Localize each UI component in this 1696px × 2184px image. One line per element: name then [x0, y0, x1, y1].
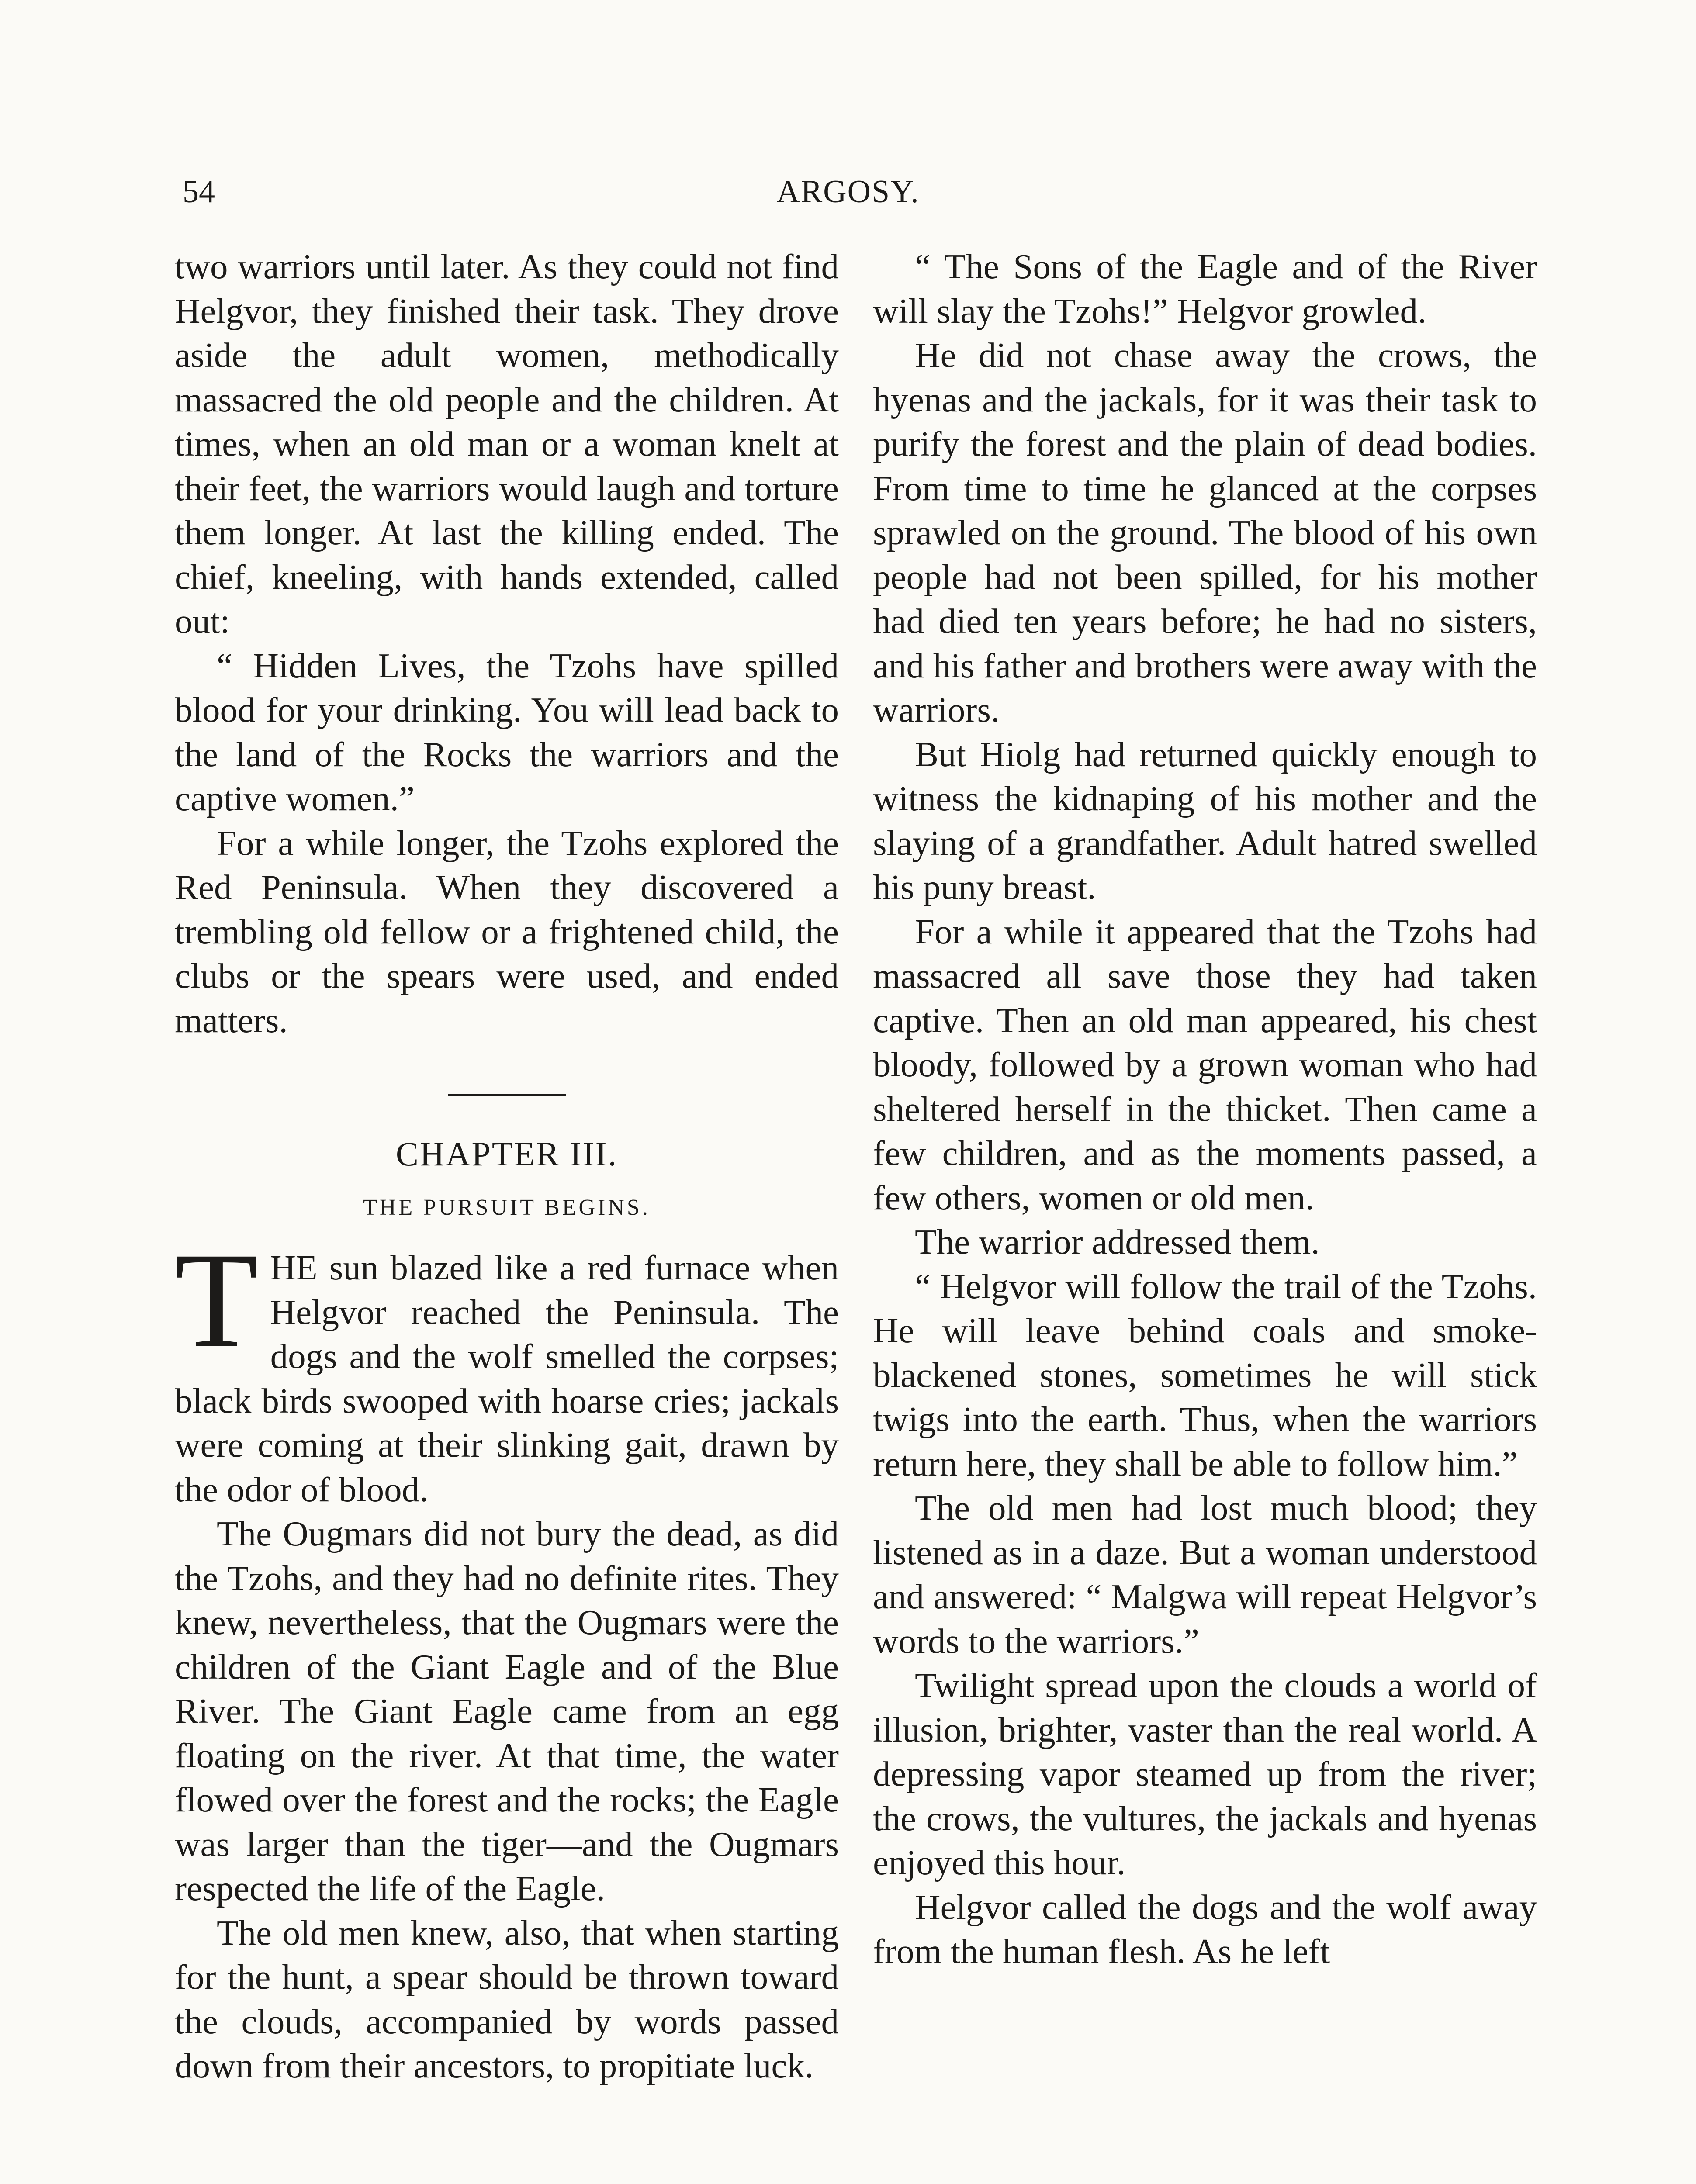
section-divider	[448, 1094, 566, 1096]
right-paragraph-3: But Hiolg had returned quickly enough to witness the kidnaping of his mother and the slaying of a grandfather. Adult hatred swelled his puny breast.	[873, 734, 1537, 907]
left-paragraph-5: The old men knew, also, that when starting for the hunt, a spear should be thrown toward the clouds, accompanied by words passed down from their ancestors, to propitiate luck.	[175, 1913, 839, 2085]
left-paragraph-4: The Ougmars did not bury the dead, as did the Tzohs, and they had no definite rites. They knew, nevertheless, that the Ougmars were the children of the Giant Eagle and of the Blue River. The Giant Eagle came from an egg floating on the river. At that time, the water flowed over the forest and the rocks; the Eagle was larger than the tiger—and the Ougmars respected the life of the Eagle.	[175, 1514, 839, 1908]
right-paragraph-2: He did not chase away the crows, the hyenas and the jackals, for it was their task to purify the forest and the plain of dead bodies. From time to time he glanced at the corpses sprawled on the ground. The blood of his own people had not been spilled, for his mother had died ten years before; he had no sisters, and his father and brothers were away with the warriors.	[873, 335, 1537, 729]
opening-text: HE sun blazed like a red furnace when Helgvor reached the Peninsula. The dogs and the wolf smelled the corpses; black birds swooped with hoarse cries; jackals were coming at their slinking gait, drawn by the odor of blood.	[175, 1248, 839, 1509]
chapter-title: CHAPTER III.	[395, 1135, 618, 1173]
right-paragraph-4: For a while it appeared that the Tzohs had massacred all save those they had taken captive. Then an old man appeared, his chest bloody, followed by a grown woman who had sheltered herself in the thicket. Then came a few children, and as the moments passed, a few others, women or old men.	[873, 912, 1537, 1217]
chapter-opening-paragraph	[175, 1225, 839, 1512]
left-paragraph-1: two warriors until later. As they could not find Helgvor, they finished their task. They drove aside the adult women, methodically massacred the old people and the children. At times, when an old man or a woman knelt at their feet, the warriors would laugh and torture them longer. At last the killing ended. The chief, kneeling, with hands extended, called out:	[175, 247, 839, 641]
left-paragraph-3: For a while longer, the Tzohs explored the Red Peninsula. When they discovered a trembling old fellow or a frightened child, the clubs or the spears were used, and ended matters.	[175, 823, 839, 1040]
right-paragraph-9: Helgvor called the dogs and the wolf away from the human flesh. As he left	[873, 1887, 1537, 1971]
left-paragraph-2: “ Hidden Lives, the Tzohs have spilled blood for your drinking. You will lead back to the land of the Rocks the warriors and the captive women.”	[175, 646, 839, 818]
left-column	[175, 245, 839, 2088]
chapter-subtitle: THE PURSUIT BEGINS.	[363, 1195, 651, 1220]
right-paragraph-5: The warrior addressed them.	[915, 1222, 1320, 1261]
running-title: ARGOSY.	[776, 174, 920, 210]
right-paragraph-6: “ Helgvor will follow the trail of the Tzohs. He will leave behind coals and smoke-blackened stones, sometimes he will stick twigs into the earth. Thus, when the warriors return here, they shall be able to follow him.”	[873, 1266, 1537, 1483]
right-paragraph-8: Twilight spread upon the clouds a world of illusion, brighter, vaster than the real world. A depressing vapor steamed up from the river; the crows, the vultures, the jackals and hyenas enjoyed this hour.	[873, 1666, 1537, 1882]
right-paragraph-7: The old men had lost much blood; they listened as in a daze. But a woman understood and answered: “ Malgwa will repeat Helgvor’s words to the warriors.”	[873, 1488, 1537, 1661]
right-column	[873, 245, 1537, 1974]
right-paragraph-1: “ The Sons of the Eagle and of the River will slay the Tzohs!” Helgvor growled.	[873, 247, 1537, 331]
page-number: 54	[183, 174, 215, 210]
drop-cap: T	[175, 1225, 258, 1375]
